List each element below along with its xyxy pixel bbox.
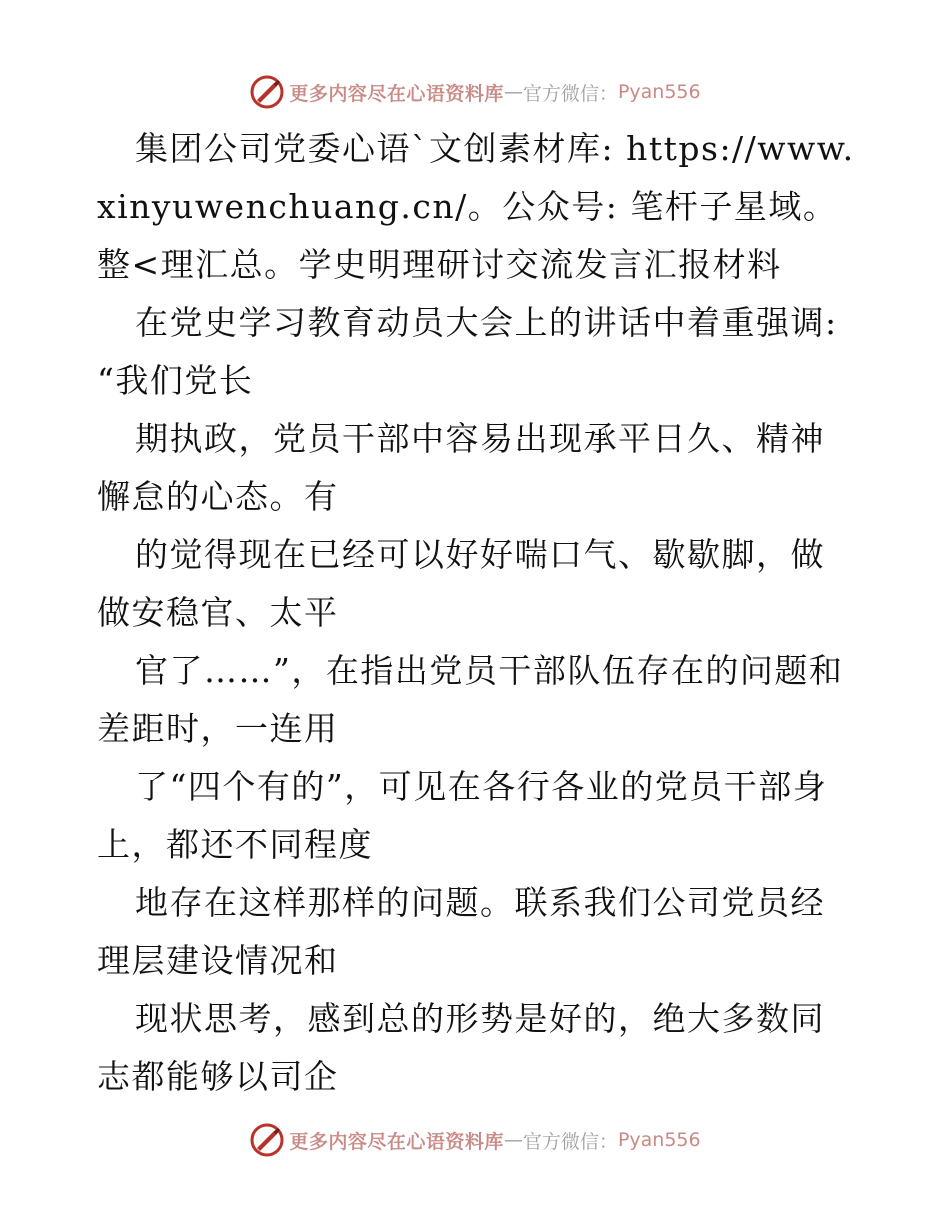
paragraph: 期执政，党员干部中容易出现承平日久、精神懈怠的心态。有 [97, 419, 825, 516]
header-banner-separator: — [503, 81, 523, 103]
footer-banner-text: 更多内容尽在心语资料库 [289, 1130, 504, 1153]
header-wechat-id: Pyan556 [617, 81, 701, 103]
header-banner-text: 更多内容尽在心语资料库 [289, 82, 504, 105]
paragraph: 官了……”，在指出党员干部队伍存在的问题和差距时，一连用 [97, 651, 844, 748]
footer-banner-separator: — [503, 1129, 523, 1151]
header-banner[interactable] [0, 72, 950, 112]
footer-wechat-label: 官方微信： [522, 1130, 618, 1153]
footer-wechat-id: Pyan556 [617, 1129, 701, 1151]
header-wechat-label: 官方微信： [522, 82, 618, 105]
paragraph: 现状思考，感到总的形势是好的，绝大多数同志都能够以司企 [97, 999, 825, 1096]
paragraph: 地存在这样那样的问题。联系我们公司党员经理层建设情况和 [97, 883, 825, 980]
paragraph: 的觉得现在已经可以好好喘口气、歇歇脚，做做安稳官、太平 [97, 535, 825, 632]
footer-banner[interactable] [0, 1120, 950, 1160]
document-body [97, 120, 857, 1106]
paragraph: 了“四个有的”，可见在各行各业的党员干部身上，都还不同程度 [97, 767, 828, 864]
paragraph: 集团公司党委心语`文创素材库: https://www.xinyuwenchuang.cn/。公众号: 笔杆子星域。整<理汇总。学史明理研讨交流发言汇报材料 [97, 129, 855, 284]
pen-logo-icon [249, 74, 285, 110]
paragraph: 在党史学习教育动员大会上的讲话中着重强调: “我们党长 [97, 303, 838, 400]
pen-logo-icon [249, 1122, 285, 1158]
